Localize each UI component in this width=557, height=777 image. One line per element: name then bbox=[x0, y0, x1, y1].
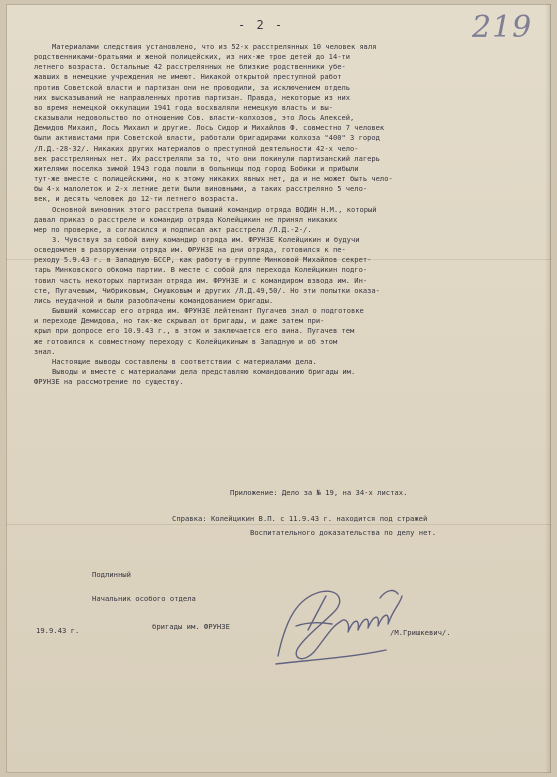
body-line: /Л.Д.-28-32/. Никаких других материалов о преступной деятельности 42-х чело- bbox=[34, 143, 359, 153]
signature-title-original: Подлинный bbox=[92, 570, 131, 579]
archive-number: 219 bbox=[472, 10, 533, 45]
body-line: и переходе Демидова, но так-же скрывал от бригады, и даже затем при- bbox=[34, 316, 325, 326]
body-line: тут-же вместе с полицейскими, но к этому никаких явных нет, да и не может быть чело- bbox=[34, 174, 393, 184]
body-line: были активистами при Советской власти, работали бригадирами колхоза "400" 3 город bbox=[34, 133, 380, 143]
page-edge-shadow bbox=[545, 4, 551, 773]
document-date: 19.9.43 г. bbox=[36, 626, 80, 635]
body-line: век расстрелянных нет. Их расстреляли за то, что они покинули партизанский лагерь bbox=[34, 153, 380, 163]
body-line: мер по проверке, а согласился и подписал акт расстрела /Л.Д.-2-/. bbox=[34, 224, 312, 234]
body-line: лись неудачной и были разоблачены командованием бригады. bbox=[34, 295, 274, 305]
body-line: Демидов Михаил, Лось Михаил и другие. Лось Сидор и Михайлов Ф. совместно 7 человек bbox=[34, 123, 385, 133]
body-line: них высказываний не направленных против партизан. Правда, некоторые из них bbox=[34, 92, 351, 102]
body-text bbox=[34, 42, 542, 387]
body-line: тарь Минковского обкома партии. В месте с собой для перехода Колейцикин подго- bbox=[34, 265, 368, 275]
body-line: бы 4-х малолеток и 2-х летние дети были виновными, а таких расстреляно 5 чело- bbox=[34, 184, 368, 194]
body-line: Настоящие выводы составлены в соответствии с материалами дела. bbox=[52, 356, 317, 366]
body-line: сказывали недовольство по отношению Сов. власти-колхозов, это Лось Алексей, bbox=[34, 113, 355, 123]
body-line: летнего возраста. Остальные 42 расстрелянных не близкие родственники убе- bbox=[34, 62, 346, 72]
body-line: Основной виновник этого расстрела бывший командир отряда ВОДИН Н.М., который bbox=[52, 204, 377, 214]
body-line: жавших в немецкие учреждения не имеют. Никакой открытой преступной работ bbox=[34, 72, 342, 82]
body-line: ФРУНЗЕ на рассмотрение по существу. bbox=[34, 377, 184, 387]
handwritten-signature bbox=[268, 578, 418, 678]
body-line: век, и десять человек до 12-ти летнего возраста. bbox=[34, 194, 239, 204]
note-line-1: Справка: Колейцикин В.П. с 11.9.43 г. находится под стражей bbox=[172, 514, 428, 523]
body-line: осведомлен в разоружении отряда им. ФРУНЗЕ на дни отряда, готовился к пе- bbox=[34, 245, 346, 255]
body-line: жителями поселка зимой 1943 года пошли в больницы под город Бобики и прибыли bbox=[34, 163, 359, 173]
attachment-line: Приложение: Дело за № 19, на 34-х листах. bbox=[230, 488, 408, 497]
body-line: во время немецкой оккупации 1941 года восхваляли немецкую власть и вы- bbox=[34, 102, 333, 112]
page-number: - 2 - bbox=[238, 18, 285, 32]
body-line: 3. Чувствуя за собой вину командир отряда им. ФРУНЗЕ Колейцикин и будучи bbox=[52, 234, 360, 244]
signature-title-brigade: бригады им. ФРУНЗЕ bbox=[152, 622, 230, 631]
body-line: реходу 5.9.43 г. в Западную БССР, как работу в группе Минковой Михайлов секрет- bbox=[34, 255, 372, 265]
body-line: сте, Пугачевым, Чибриковым, Смушковым и других /Л.Д.49,50/. Но эти попытки оказа- bbox=[34, 285, 380, 295]
signatory-name: /М.Гришкевич/. bbox=[390, 628, 451, 637]
note-line-2: Воспитательного доказательства по делу нет. bbox=[250, 528, 437, 537]
paper-fold-line bbox=[6, 524, 551, 525]
document-page bbox=[6, 4, 551, 773]
body-line: крыл при допросе его 10.9.43 г., в этом и заключается его вина. Пугачев тем bbox=[34, 326, 355, 336]
body-line: товил часть некоторых партизан отряда им. ФРУНЗЕ и с командиром взвода им. Ин- bbox=[34, 275, 368, 285]
body-line: против Советской власти и партизан они не проводили, за исключением отдель bbox=[34, 82, 351, 92]
body-line: Бывший комиссар его отряда им. ФРУНЗЕ лейтенант Пугачев знал о подготовке bbox=[52, 306, 364, 316]
body-line: Выводы и вместе с материалами дела представляю командованию бригады им. bbox=[52, 367, 356, 376]
body-line: Материалами следствия установлено, что из 52-х расстрелянных 10 человек явля bbox=[52, 42, 377, 51]
signature-title-position: Начальник особого отдела bbox=[92, 594, 196, 603]
body-line: знал. bbox=[34, 346, 56, 356]
body-line: родственниками-братьями и женой полицейских, из них-же трое детей до 14-ти bbox=[34, 52, 351, 62]
body-line: давал приказ о расстреле и командир отряда Колейцикин не принял никаких bbox=[34, 214, 338, 224]
body-line: же готовился к совместному переходу с Колейцикиным в Западную и об этом bbox=[34, 336, 338, 346]
